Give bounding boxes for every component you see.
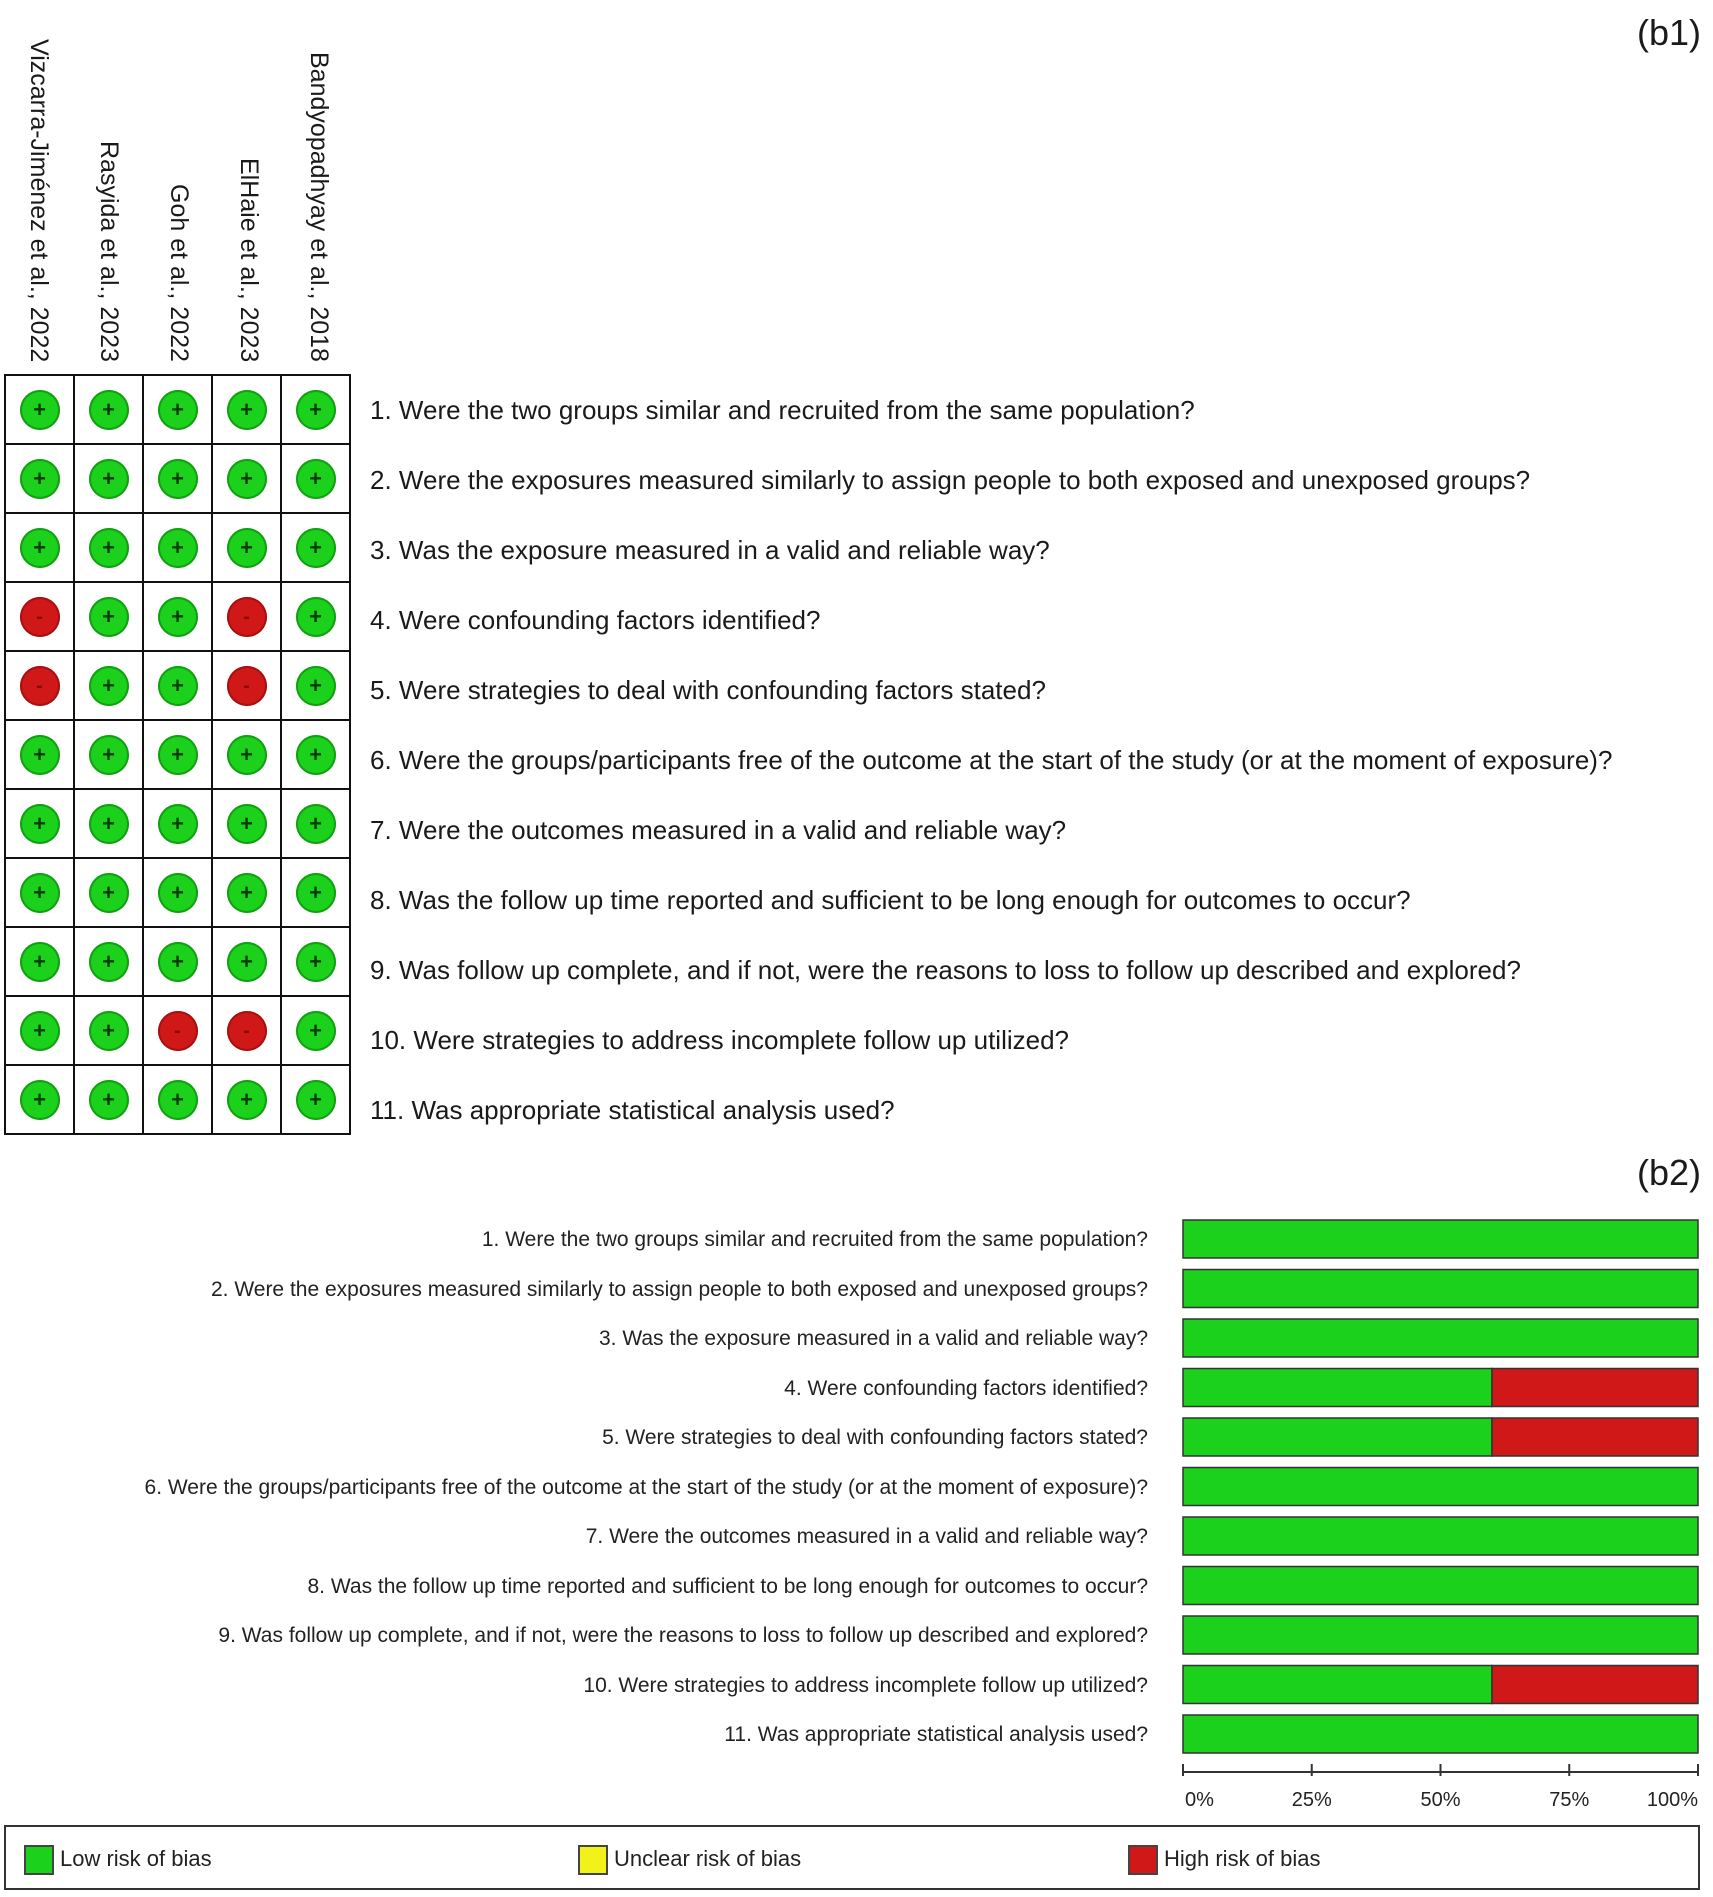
bar-category-label: 5. Were strategies to deal with confounding factors stated?: [602, 1426, 1148, 1449]
risk-symbol: +: [171, 603, 184, 629]
risk-symbol: +: [102, 672, 115, 698]
question-label: 10. Were strategies to address incomplete follow up utilized?: [370, 1025, 1070, 1055]
bar-segment: [1183, 1517, 1698, 1555]
bar-segment: [1492, 1666, 1698, 1704]
risk-symbol: +: [171, 465, 184, 491]
bar-segment: [1183, 1270, 1698, 1308]
risk-symbol: +: [102, 810, 115, 836]
legend: [4, 1825, 1700, 1890]
bar-segment: [1183, 1567, 1698, 1605]
question-label: 6. Were the groups/participants free of the outcome at the start of the study (or at the moment of exposure)?: [370, 745, 1613, 775]
risk-symbol: +: [33, 1086, 46, 1112]
risk-symbol: -: [243, 1019, 250, 1042]
risk-symbol: +: [309, 1086, 322, 1112]
risk-symbol: +: [240, 1086, 253, 1112]
risk-symbol: +: [171, 741, 184, 767]
risk-symbol: +: [309, 465, 322, 491]
question-label: 5. Were strategies to deal with confounding factors stated?: [370, 675, 1046, 705]
question-label: 1. Were the two groups similar and recruited from the same population?: [370, 395, 1195, 425]
risk-symbol: -: [36, 605, 43, 628]
x-tick-label: 75%: [1549, 1789, 1590, 1811]
question-label: 2. Were the exposures measured similarly to assign people to both exposed and unexposed groups?: [370, 465, 1531, 495]
x-tick-label: 25%: [1291, 1789, 1332, 1811]
legend-item: [24, 1845, 212, 1875]
risk-symbol: +: [240, 948, 253, 974]
bar-segment: [1183, 1666, 1492, 1704]
risk-symbol: +: [33, 396, 46, 422]
risk-symbol: +: [309, 741, 322, 767]
risk-symbol: +: [171, 810, 184, 836]
risk-symbol: +: [102, 1086, 115, 1112]
risk-symbol: +: [309, 810, 322, 836]
legend-label: Low risk of bias: [60, 1845, 212, 1871]
risk-symbol: +: [33, 879, 46, 905]
bar-category-label: 2. Were the exposures measured similarly to assign people to both exposed and unexposed groups?: [210, 1277, 1148, 1301]
bar-category-label: 7. Were the outcomes measured in a valid and reliable way?: [585, 1525, 1148, 1548]
risk-symbol: +: [102, 879, 115, 905]
risk-symbol: +: [102, 534, 115, 560]
question-label: 11. Was appropriate statistical analysis used?: [370, 1095, 895, 1125]
risk-symbol: +: [171, 1086, 184, 1112]
risk-symbol: +: [309, 672, 322, 698]
risk-symbol: +: [33, 810, 46, 836]
risk-symbol: +: [102, 741, 115, 767]
panel-label-b2: (b2): [1636, 1152, 1701, 1193]
risk-symbol: +: [171, 879, 184, 905]
risk-symbol: +: [171, 672, 184, 698]
bar-segment: [1183, 1468, 1698, 1506]
study-name: ElHaie et al., 2023: [235, 157, 263, 362]
risk-symbol: +: [309, 948, 322, 974]
risk-symbol: +: [240, 810, 253, 836]
legend-label: Unclear risk of bias: [614, 1845, 802, 1871]
bar-segment: [1492, 1418, 1698, 1456]
risk-symbol: +: [240, 741, 253, 767]
legend-item: [578, 1845, 801, 1875]
bar-segment: [1183, 1319, 1698, 1357]
risk-symbol: -: [174, 1019, 181, 1042]
risk-symbol: +: [33, 534, 46, 560]
bar-category-label: 10. Were strategies to address incomplete follow up utilized?: [583, 1673, 1148, 1697]
x-tick-label: 100%: [1646, 1789, 1698, 1811]
bar-category-label: 11. Was appropriate statistical analysis used?: [724, 1723, 1148, 1746]
bar-category-label: 3. Was the exposure measured in a valid and reliable way?: [598, 1327, 1148, 1350]
risk-symbol: +: [309, 396, 322, 422]
study-name: Rasyida et al., 2023: [95, 141, 123, 362]
bar-category-label: 8. Was the follow up time reported and sufficient to be long enough for outcomes to occur?: [307, 1574, 1148, 1598]
bar-segment: [1183, 1715, 1698, 1753]
risk-symbol: -: [36, 674, 43, 697]
bar-category-label: 9. Was follow up complete, and if not, were the reasons to loss to follow up described and explored?: [218, 1624, 1148, 1647]
risk-symbol: +: [309, 1017, 322, 1043]
risk-symbol: +: [33, 465, 46, 491]
risk-symbol: +: [309, 534, 322, 560]
risk-symbol: +: [240, 396, 253, 422]
risk-symbol: +: [102, 1017, 115, 1043]
legend-swatch: [578, 1845, 608, 1875]
question-label: 3. Was the exposure measured in a valid and reliable way?: [370, 535, 1050, 565]
question-label: 9. Was follow up complete, and if not, were the reasons to loss to follow up described and explored?: [370, 955, 1521, 985]
risk-symbol: +: [102, 396, 115, 422]
risk-symbol: +: [240, 465, 253, 491]
study-name: Bandyopadhyay et al., 2018: [305, 52, 333, 362]
panel-label-b1: (b1): [1636, 12, 1701, 53]
question-label: 4. Were confounding factors identified?: [370, 605, 821, 635]
risk-symbol: -: [243, 674, 250, 697]
risk-symbol: -: [243, 605, 250, 628]
bar-segment: [1492, 1369, 1698, 1407]
bar-category-label: 1. Were the two groups similar and recruited from the same population?: [481, 1228, 1148, 1251]
risk-symbol: +: [102, 603, 115, 629]
legend-label: High risk of bias: [1164, 1845, 1321, 1871]
legend-item: [1128, 1845, 1321, 1875]
study-name: Vizcarra-Jiménez et al., 2022: [25, 38, 53, 362]
x-tick-label: 50%: [1420, 1789, 1461, 1811]
risk-symbol: +: [309, 603, 322, 629]
risk-symbol: +: [240, 534, 253, 560]
risk-symbol: +: [33, 948, 46, 974]
study-name: Goh et al., 2022: [165, 184, 193, 362]
risk-symbol: +: [102, 948, 115, 974]
x-tick-label: 0%: [1185, 1789, 1214, 1811]
bar-segment: [1183, 1220, 1698, 1258]
bar-segment: [1183, 1616, 1698, 1654]
risk-symbol: +: [33, 741, 46, 767]
risk-symbol: +: [102, 465, 115, 491]
bar-segment: [1183, 1418, 1492, 1456]
risk-symbol: +: [240, 879, 253, 905]
risk-symbol: +: [171, 948, 184, 974]
bar-category-label: 6. Were the groups/participants free of the outcome at the start of the study (or at the moment of exposure)?: [144, 1475, 1148, 1499]
bar-category-label: 4. Were confounding factors identified?: [784, 1376, 1148, 1400]
risk-symbol: +: [171, 396, 184, 422]
risk-symbol: +: [33, 1017, 46, 1043]
risk-symbol: +: [309, 879, 322, 905]
legend-swatch: [1128, 1845, 1158, 1875]
legend-swatch: [24, 1845, 54, 1875]
bar-segment: [1183, 1369, 1492, 1407]
risk-symbol: +: [171, 534, 184, 560]
question-label: 8. Was the follow up time reported and sufficient to be long enough for outcomes to occur?: [370, 885, 1411, 915]
question-label: 7. Were the outcomes measured in a valid and reliable way?: [370, 815, 1067, 845]
